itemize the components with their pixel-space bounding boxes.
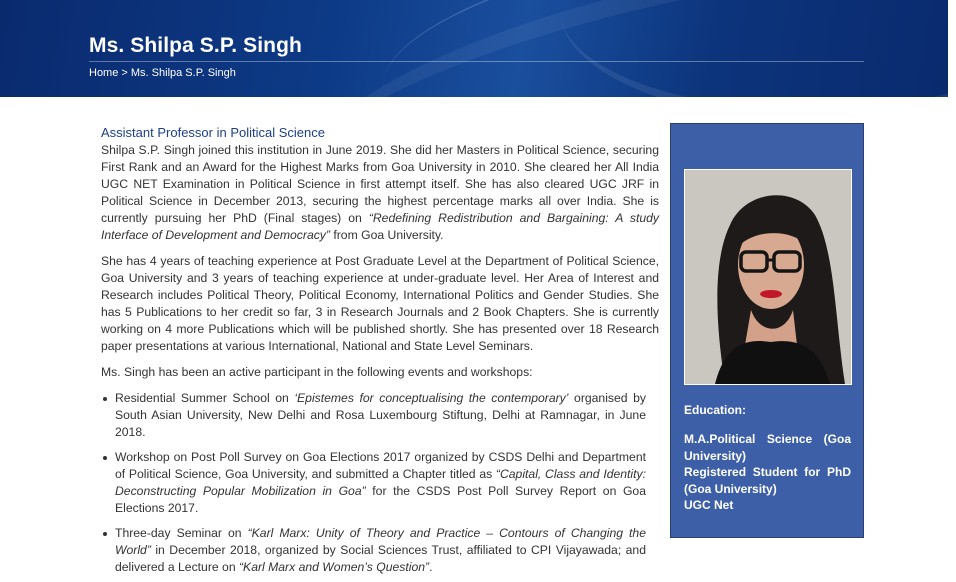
profile-photo — [684, 169, 852, 385]
event-text: Three-day Seminar on — [115, 526, 248, 540]
portrait-image — [685, 170, 851, 384]
education-heading: Education: — [684, 403, 746, 417]
page-title: Ms. Shilpa S.P. Singh — [89, 34, 302, 57]
thesis-title: “Redefining Redistribution and Bargaining: A study Interface of Development and Democracy” — [101, 211, 660, 242]
bio-text: Shilpa S.P. Singh joined this institution in June 2019. She did her Masters in Political Science, securing First Rank and an Award for the Highest Marks from Goa University in 2010. She cleared her All India UGC NET Examination in Political Science in first attempt itself. She has also cleared UGC JRF in Political Science in December 2013, securing the highest percentage marks all over India. She is currently pursuing her PhD (Final stages) on — [101, 143, 659, 225]
experience-paragraph: She has 4 years of teaching experience at Post Graduate Level at the Department of Political Science, Goa University and 3 years of teaching experience at under-graduate level. Her Area of Interest and Research includes Political Theory, Political Economy, International Politics and Gender Studies. She has 5 Publications to her credit so far, 3 in Research Journals and 2 Book Chapters. She is currently working on 4 more Publications which will be published shortly. She has presented over 18 Research paper presentations at various International, National and State Level Seminars. — [101, 254, 659, 353]
event-title: “Capital, Class and Identity: Deconstructing Popular Mobilization in Goa” — [115, 467, 646, 498]
education-list — [684, 431, 851, 514]
events-list — [101, 390, 659, 576]
event-title: ‘Epistemes for conceptualising the contemporary’ — [294, 391, 569, 405]
event-text: Residential Summer School on — [115, 391, 295, 405]
education-item: UGC Net — [684, 498, 734, 512]
breadcrumb — [89, 67, 236, 79]
profile-content — [101, 124, 659, 582]
event-text: in December 2018, organized by Social Sciences Trust, affiliated to CPI Vijayawada; and delivered a Lecture on — [115, 543, 646, 574]
title-divider — [89, 61, 864, 62]
education-item: M.A.Political Science (Goa University) — [684, 432, 851, 463]
portrait-illustration — [685, 170, 851, 384]
list-item — [101, 525, 646, 576]
breadcrumb-current: Ms. Shilpa S.P. Singh — [130, 67, 236, 79]
event-text: for the CSDS Post Poll Survey Report on Goa Elections 2017. — [115, 484, 646, 515]
event-text: organised by South Asian University, New Delhi and Rosa Luxembourg Stiftung, Delhi at Ramnagar, in June 2018. — [115, 391, 646, 439]
breadcrumb-home-link[interactable]: Home — [89, 67, 119, 79]
event-title: “Karl Marx: Unity of Theory and Practice – Contours of Changing the World” — [115, 526, 646, 557]
list-item — [101, 390, 646, 441]
bio-text-end: from Goa University. — [329, 228, 444, 242]
events-intro: Ms. Singh has been an active participant in the following events and workshops: — [101, 365, 533, 379]
education-item: Registered Student for PhD (Goa University) — [684, 465, 851, 496]
list-item — [101, 449, 646, 517]
lecture-title: “Karl Marx and Women’s Question” — [239, 560, 430, 574]
designation-heading: Assistant Professor in Political Science — [101, 125, 325, 140]
event-text: . — [429, 560, 433, 574]
event-text: Workshop on Post Poll Survey on Goa Elections 2017 organized by CSDS Delhi and Department of Political Science, Goa University, and submitted a Chapter titled as — [115, 450, 646, 481]
bio-paragraph — [101, 142, 659, 244]
page-banner — [0, 0, 948, 97]
profile-sidebar — [670, 123, 864, 538]
breadcrumb-separator: > — [118, 67, 131, 79]
